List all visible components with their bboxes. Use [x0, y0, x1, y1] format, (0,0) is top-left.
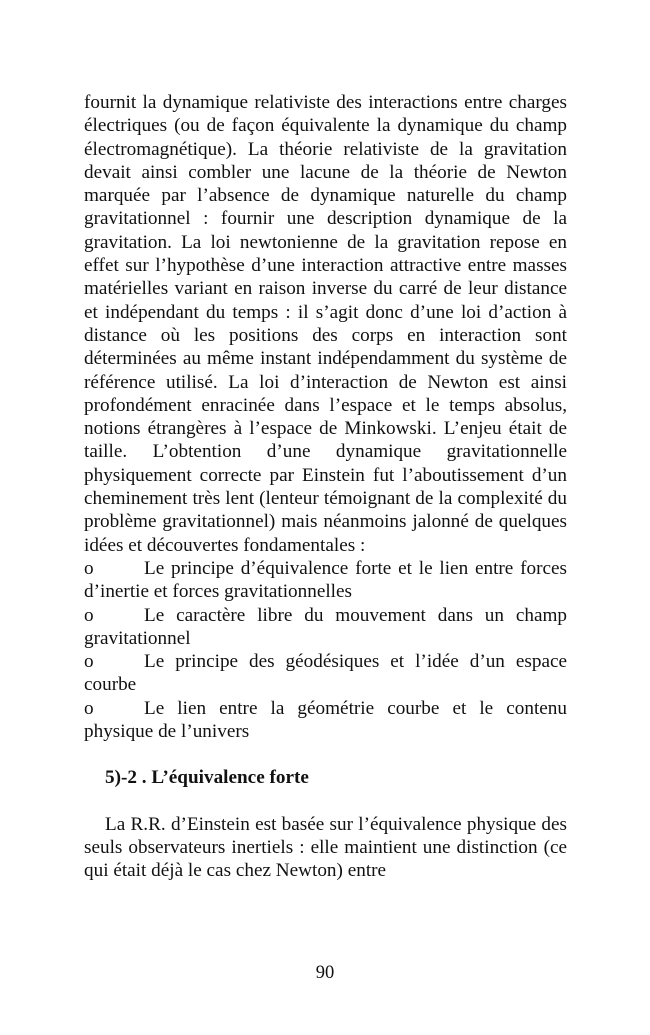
- bullet-text: Le lien entre la géométrie courbe et le contenu physique de l’univers: [84, 697, 567, 743]
- page-number: 90: [315, 963, 335, 983]
- bullet-marker: o: [84, 651, 94, 673]
- bullet-marker: o: [84, 557, 94, 579]
- body-paragraph-2: La R.R. d’Einstein est basée sur l’équivalence physique des seuls observateurs inertiels : elle maintient une distinction (ce qui était déjà le cas chez Newton) entre: [84, 813, 567, 882]
- bullet-item: [84, 650, 567, 697]
- bullet-list: [84, 557, 567, 743]
- bullet-item: [84, 697, 567, 744]
- bullet-text: Le principe des géodésiques et l’idée d’un espace courbe: [84, 651, 567, 696]
- section-heading: 5)-2 . L’équivalence forte: [105, 767, 309, 789]
- bullet-marker: o: [84, 604, 94, 626]
- page-body: [84, 91, 567, 883]
- bullet-item: [84, 557, 567, 604]
- bullet-text: Le caractère libre du mouvement dans un champ gravitationnel: [84, 604, 567, 649]
- bullet-item: [84, 604, 567, 651]
- body-paragraph-1: fournit la dynamique relativiste des interactions entre charges électriques (ou de façon équivalente la dynamique du champ électromagnétique). La théorie relativiste de la gravitation devait ainsi combler une lacune de la théorie de Newton marquée par l’absence de dynamique naturelle du champ gravitationnel : fournir une description dynamique de la gravitation. La loi newtonienne de la gravitation repose en effet sur l’hypothèse d’une interaction attractive entre masses matérielles variant en raison inverse du carré de leur distance et indépendant du temps : il s’agit donc d’une loi d’action à distance où les positions des corps en interaction sont déterminées au même instant indépendamment du système de référence utilisé. La loi d’interaction de Newton est ainsi profondément enracinée dans l’espace et le temps absolus, notions étrangères à l’espace de Minkowski. L’enjeu était de taille. L’obtention d’une dynamique gravitationnelle physiquement correcte par Einstein fut l’aboutissement d’un cheminement très lent (lenteur témoignant de la complexité du problème gravitationnel) mais néanmoins jalonné de quelques idées et découvertes fondamentales :: [84, 92, 567, 556]
- bullet-marker: o: [84, 697, 94, 719]
- bullet-text: Le principe d’équivalence forte et le lien entre forces d’inertie et forces gravitationnelles: [84, 557, 567, 603]
